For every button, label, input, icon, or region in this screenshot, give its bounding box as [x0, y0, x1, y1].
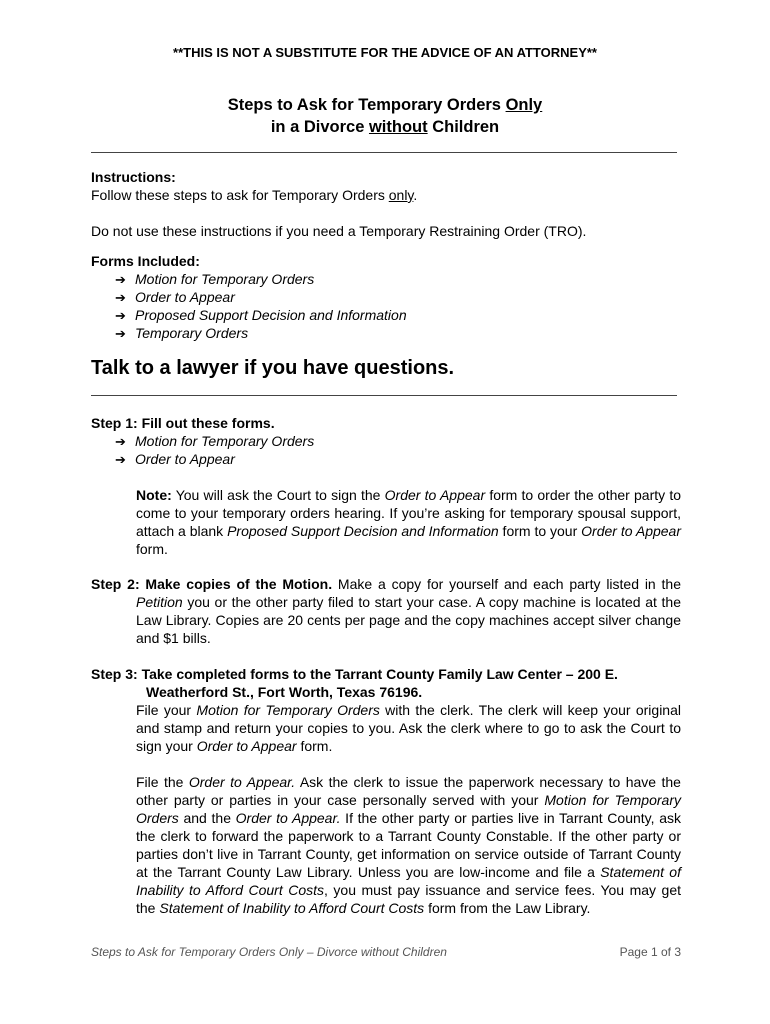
list-item: ➔ Motion for Temporary Orders: [115, 271, 315, 287]
instructions-section: [91, 168, 681, 240]
list-item: ➔ Temporary Orders: [115, 325, 249, 341]
page-footer: [91, 945, 681, 959]
divider-top: [91, 152, 677, 153]
instructions-line2: Do not use these instructions if you need a Temporary Restraining Order (TRO).: [91, 223, 587, 239]
talk-to-lawyer-heading: Talk to a lawyer if you have questions.: [91, 357, 455, 379]
disclaimer: **THIS IS NOT A SUBSTITUTE FOR THE ADVICE OF AN ATTORNEY**: [173, 45, 597, 60]
step3-heading-line1: Step 3: Take completed forms to the Tarrant County Family Law Center – 200 E.: [91, 666, 618, 682]
footer-title: Steps to Ask for Temporary Orders Only – Divorce without Children: [91, 945, 447, 959]
arrow-right-icon: ➔: [115, 434, 126, 449]
forms-included-list: [91, 270, 681, 342]
step2-section: Step 2: Make copies of the Motion. Make a copy for yourself and each party listed in the Petition you or the other party filed to start your case. A copy machine is located at the Law Library. Copies are 20 cents per page and the copy machines accept silver change and $1 bills.: [91, 576, 682, 646]
step3-section: [91, 665, 681, 917]
step2-heading: Step 2: Make copies of the Motion.: [91, 576, 333, 592]
instructions-heading: Instructions:: [91, 169, 176, 185]
step1-list: [91, 432, 681, 468]
instructions-line1-prefix: Follow these steps to ask for Temporary Orders: [91, 187, 389, 203]
forms-included-heading: Forms Included:: [91, 253, 200, 269]
step3-paragraph1: File your Motion for Temporary Orders with the clerk. The clerk will keep your original and stamp and return your copies to you. Ask the clerk where to go to ask the Court to sign your Order to Appear form.: [136, 702, 681, 754]
step3-heading-line2: Weatherford St., Fort Worth, Texas 76196.: [146, 684, 423, 700]
arrow-right-icon: ➔: [115, 308, 126, 323]
list-item: ➔ Proposed Support Decision and Information: [115, 307, 407, 323]
note-label: Note:: [136, 487, 172, 503]
arrow-right-icon: ➔: [115, 290, 126, 305]
arrow-right-icon: ➔: [115, 272, 126, 287]
title-line2-prefix: in a Divorce: [270, 118, 369, 136]
instructions-line1-suffix: .: [413, 187, 418, 203]
arrow-right-icon: ➔: [115, 452, 126, 467]
divider-middle: [91, 395, 677, 396]
title-line1-prefix: Steps to Ask for Temporary Orders: [227, 96, 506, 114]
instructions-line1: [91, 186, 681, 204]
list-item: ➔ Order to Appear: [115, 451, 235, 467]
title-line2-underlined: without: [368, 118, 428, 136]
title-line1-underlined: Only: [505, 96, 543, 114]
arrow-right-icon: ➔: [115, 326, 126, 341]
step3-paragraph2: File the Order to Appear. Ask the clerk to issue the paperwork necessary to have the other party or parties in your case personally served with your Motion for Temporary Orders and the Order to Appear. If the other party or parties live in Tarrant County, ask the clerk to forward the paperwork to a Tarrant County Constable. If the other party or parties don’t live in Tarrant County, get information on service outside of Tarrant County at the Tarrant County Law Library. Unless you are low-income and file a Statement of Inability to Afford Court Costs, you must pay issuance and service fees. You may get the Statement of Inability to Afford Court Costs form from the Law Library.: [136, 774, 681, 916]
step1-note: Note: You will ask the Court to sign the Order to Appear form to order the other party to come to your temporary orders hearing. If you’re asking for temporary spousal support, attach a blank Proposed Support Decision and Information form to your Order to Appear form.: [136, 487, 682, 557]
list-item: ➔ Motion for Temporary Orders: [115, 433, 315, 449]
title-line2-suffix: Children: [427, 118, 500, 136]
step1-heading: Step 1: Fill out these forms.: [91, 415, 275, 431]
list-item: ➔ Order to Appear: [115, 289, 235, 305]
instructions-line1-underlined: only: [388, 187, 414, 203]
step1-section: [91, 414, 681, 558]
page-title: [0, 94, 770, 138]
forms-included-section: [91, 252, 681, 342]
page-number: Page 1 of 3: [619, 945, 681, 959]
